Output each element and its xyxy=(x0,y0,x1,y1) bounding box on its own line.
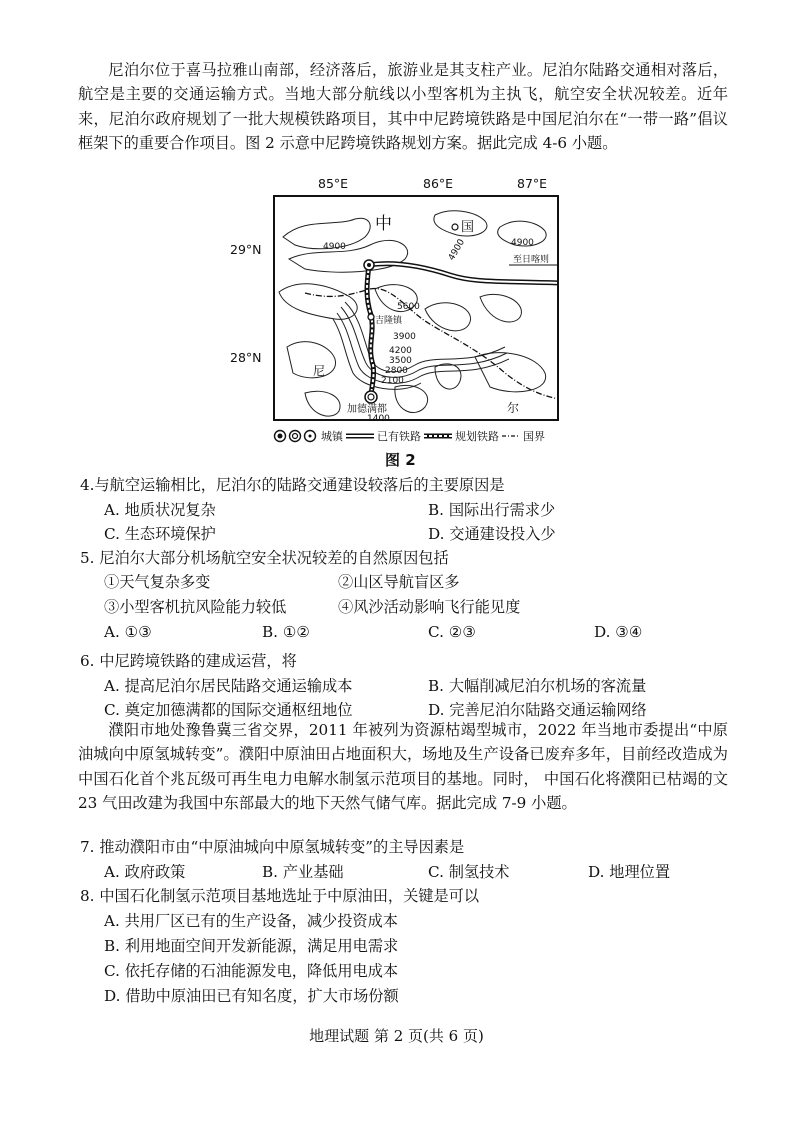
q4-option-a: A. 地质状况复杂 xyxy=(104,501,216,519)
map-legend xyxy=(273,428,545,444)
figure-caption: 图 2 xyxy=(385,451,416,469)
question-6-stem: 6. 中尼跨境铁路的建成运营，将 xyxy=(80,652,297,670)
q7-option-a: A. 政府政策 xyxy=(104,863,186,881)
lat-label-28: 28°N xyxy=(230,350,262,365)
contour-label: 3900 xyxy=(393,332,416,342)
q4-option-b: B. 国际出行需求少 xyxy=(428,501,556,519)
question-4-stem: 4.与航空运输相比，尼泊尔的陆路交通建设较落后的主要原因是 xyxy=(80,476,505,494)
q5-item-3: ③小型客机抗风险能力较低 xyxy=(104,598,287,616)
q5-item-1: ①天气复杂多变 xyxy=(104,573,211,591)
question-7-stem: 7. 推动濮阳市由“中原油城向中原氢城转变”的主导因素是 xyxy=(80,838,465,856)
town-marker-north-dot xyxy=(367,263,371,267)
label-jilong: 吉隆镇 xyxy=(375,316,403,326)
contour-line xyxy=(425,303,471,331)
q4-option-d: D. 交通建设投入少 xyxy=(428,525,556,543)
q8-option-b: B. 利用地面空间开发新能源，满足用电需求 xyxy=(104,937,399,955)
q7-option-d: D. 地理位置 xyxy=(588,863,671,881)
contour-label: 4900 xyxy=(511,238,534,248)
legend-border-label: 国界 xyxy=(523,430,545,443)
legend-planned-rail-symbol xyxy=(423,431,453,441)
q5-option-c: C. ②③ xyxy=(428,623,476,641)
label-ni: 尼 xyxy=(313,364,326,378)
legend-town-symbols xyxy=(273,429,319,443)
town-marker-jilong xyxy=(368,314,374,320)
lon-label-86: 86°E xyxy=(423,176,454,191)
contour-label: 1400 xyxy=(367,414,390,423)
contour-line xyxy=(435,364,461,389)
label-to-shigatse: 至日喀则 xyxy=(513,255,550,265)
q5-option-d: D. ③④ xyxy=(594,623,643,641)
page-footer: 地理试题 第 2 页(共 6 页) xyxy=(309,1027,484,1045)
q5-option-a: A. ①③ xyxy=(104,623,152,641)
q8-option-c: C. 依托存储的石油能源发电，降低用电成本 xyxy=(104,962,399,980)
contour-label: 4900 xyxy=(446,237,468,263)
q7-option-b: B. 产业基础 xyxy=(262,863,344,881)
q6-option-c: C. 奠定加德满都的国际交通枢纽地位 xyxy=(104,701,353,719)
legend-existing-rail-label: 已有铁路 xyxy=(377,430,421,443)
lon-label-85: 85°E xyxy=(318,176,349,191)
lon-label-87: 87°E xyxy=(517,176,548,191)
contour-line xyxy=(480,294,521,322)
contour-line xyxy=(287,342,336,378)
intro-paragraph-nepal: 尼泊尔位于喜马拉雅山南部，经济落后，旅游业是其支柱产业。尼泊尔陆路交通相对落后，航空是主要的交通运输方式。当地大部分航线以小型客机为主执飞，航空安全状况较差。近年来，尼泊尔政府规划了一批大规模铁路项目，其中中尼跨境铁路是中国尼泊尔在“一带一路”倡议框架下的重要合作项目。图 2 示意中尼跨境铁路规划方案。据此完成 4-6 小题。 xyxy=(78,61,728,152)
question-5-stem: 5. 尼泊尔大部分机场航空安全状况较差的自然原因包括 xyxy=(80,549,449,567)
contour-label: 3500 xyxy=(389,356,412,366)
q6-option-d: D. 完善尼泊尔陆路交通运输网络 xyxy=(428,701,647,719)
map-drawing xyxy=(275,197,559,421)
existing-railway xyxy=(369,264,559,283)
contour-label: 4200 xyxy=(389,346,412,356)
legend-existing-rail-symbol xyxy=(345,431,375,441)
legend-town-label: 城镇 xyxy=(321,430,343,443)
label-kathmandu: 加德满都 xyxy=(347,404,387,415)
label-zhong: 中 xyxy=(375,214,392,234)
q5-option-b: B. ①② xyxy=(262,623,311,641)
contour-label: 2800 xyxy=(385,366,408,376)
q4-option-c: C. 生态环境保护 xyxy=(104,525,216,543)
q5-item-2: ②山区导航盲区多 xyxy=(338,573,460,591)
figure-2-map xyxy=(230,176,561,458)
contour-line xyxy=(341,307,507,377)
q6-option-b: B. 大幅削减尼泊尔机场的客流量 xyxy=(428,677,647,695)
question-8-stem: 8. 中国石化制氢示范项目基地选址于中原油田，关键是可以 xyxy=(80,887,480,905)
q6-option-a: A. 提高尼泊尔居民陆路交通运输成本 xyxy=(104,677,353,695)
contour-line xyxy=(305,391,340,416)
q5-item-4: ④风沙活动影响飞行能见度 xyxy=(338,598,521,616)
label-guo: 国 xyxy=(461,220,475,235)
contour-label: 5600 xyxy=(397,302,420,312)
legend-planned-rail-label: 规划铁路 xyxy=(455,430,499,443)
lat-label-29: 29°N xyxy=(230,242,262,257)
contour-label: 2100 xyxy=(381,376,404,386)
intro-paragraph-puyang: 濮阳市地处豫鲁冀三省交界，2011 年被列为资源枯竭型城市，2022 年当地市委提出“中原油城向中原氢城转变”。濮阳中原油田占地面积大，场地及生产设备已废弃多年，目前经改造成为中国石化首个兆瓦级可再生电力电解水制氢示范项目的基地。同时， 中国石化将濮阳已枯竭的文 23 气田改建为我国中东部最大的地下天然气储气库。据此完成 7-9 小题。 xyxy=(78,721,728,812)
q7-option-c: C. 制氢技术 xyxy=(428,863,510,881)
legend-border-symbol xyxy=(501,431,521,441)
town-marker-guo xyxy=(452,224,458,230)
contour-label: 4900 xyxy=(323,242,346,252)
q8-option-a: A. 共用厂区已有的生产设备，减少投资成本 xyxy=(104,912,398,930)
label-er: 尔 xyxy=(507,401,520,415)
q8-option-d: D. 借助中原油田已有知名度，扩大市场份额 xyxy=(104,987,399,1005)
contour-line xyxy=(279,284,357,320)
town-marker-kathmandu-inner xyxy=(368,394,374,400)
map-frame xyxy=(273,195,559,421)
